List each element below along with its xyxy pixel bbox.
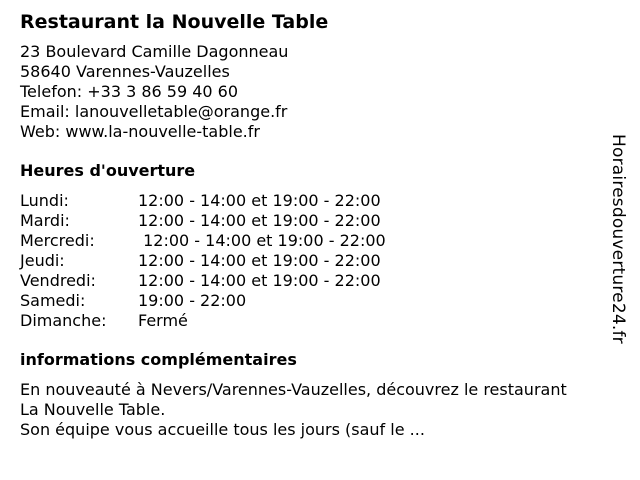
hours-row-wednesday — [20, 231, 620, 251]
restaurant-card — [20, 8, 620, 440]
hours-row-saturday — [20, 291, 620, 311]
phone-line: Telefon: +33 3 86 59 40 60 — [20, 82, 239, 101]
info-line-2: La Nouvelle Table. — [20, 400, 166, 419]
hours-time: 12:00 - 14:00 et 19:00 - 22:00 — [138, 271, 381, 290]
opening-hours-table — [20, 191, 620, 331]
hours-time: 12:00 - 14:00 et 19:00 - 22:00 — [138, 251, 381, 270]
hours-day: Mardi: — [20, 211, 70, 230]
hours-row-thursday — [20, 251, 620, 271]
hours-time: Fermé — [138, 311, 188, 330]
hours-time: 12:00 - 14:00 et 19:00 - 22:00 — [138, 191, 381, 210]
hours-row-monday — [20, 191, 620, 211]
additional-info-text — [20, 380, 620, 440]
hours-time: 12:00 - 14:00 et 19:00 - 22:00 — [138, 231, 386, 250]
web-line: Web: www.la-nouvelle-table.fr — [20, 122, 260, 141]
address-line-1: 23 Boulevard Camille Dagonneau — [20, 42, 289, 61]
hours-day: Samedi: — [20, 291, 86, 310]
email-line: Email: lanouvelletable@orange.fr — [20, 102, 288, 121]
info-line-3: Son équipe vous accueille tous les jours (sauf le ... — [20, 420, 425, 439]
hours-row-tuesday — [20, 211, 620, 231]
watermark-text: Horairesdouverture24.fr — [608, 134, 628, 344]
hours-day: Mercredi: — [20, 231, 95, 250]
hours-day: Lundi: — [20, 191, 69, 210]
hours-day: Jeudi: — [20, 251, 65, 270]
site-watermark — [604, 134, 640, 344]
address-line-2: 58640 Varennes-Vauzelles — [20, 62, 230, 81]
hours-row-friday — [20, 271, 620, 291]
additional-info-title: informations complémentaires — [20, 350, 297, 369]
info-line-1: En nouveauté à Nevers/Varennes-Vauzelles, découvrez le restaurant — [20, 380, 567, 399]
opening-hours-title: Heures d'ouverture — [20, 161, 196, 180]
hours-day: Vendredi: — [20, 271, 96, 290]
hours-time: 19:00 - 22:00 — [138, 291, 247, 310]
hours-time: 12:00 - 14:00 et 19:00 - 22:00 — [138, 211, 381, 230]
hours-day: Dimanche: — [20, 311, 107, 330]
restaurant-name: Restaurant la Nouvelle Table — [20, 11, 329, 33]
hours-row-sunday — [20, 311, 620, 331]
